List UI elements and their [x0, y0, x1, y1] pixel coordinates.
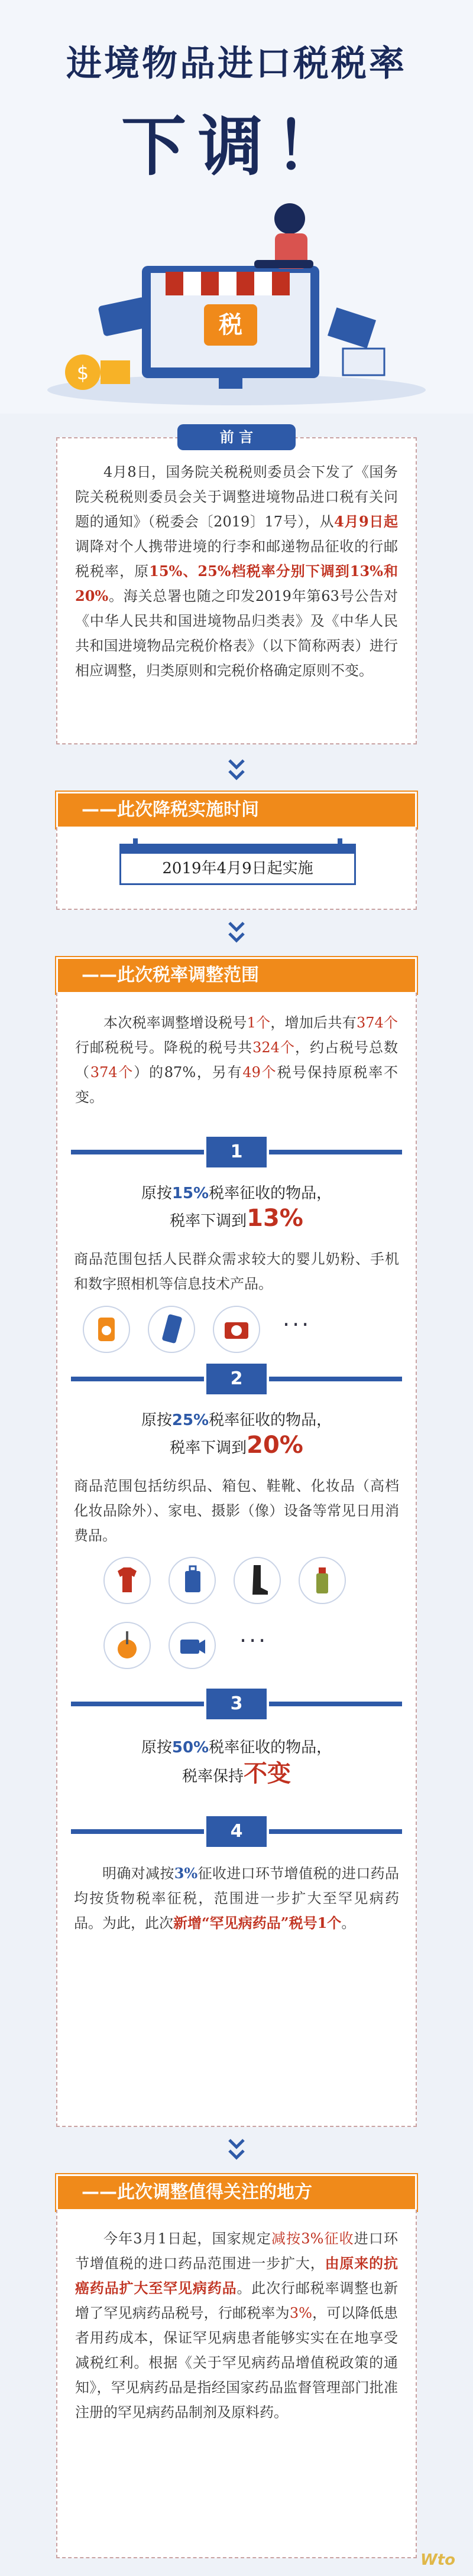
chevron-down-icon: [228, 2139, 245, 2162]
video-camera-icon: [169, 1622, 216, 1669]
more-icon: ···: [239, 1628, 268, 1654]
item-2-number: 2: [204, 1361, 269, 1397]
section-time-header: ——此次降税实施时间: [56, 792, 417, 828]
luggage-icon: [169, 1557, 216, 1604]
vacuum-icon: [103, 1622, 151, 1669]
phone-icon: [148, 1306, 195, 1353]
notice-paragraph: 今年3月1日起，国家规定减按3%征收进口环节增值税的进口药品范围进一步扩大，由原来的抗癌药品扩大至罕见病药品。此次行邮税率调整也新增了罕见病药品税号，行邮税率为3%，可以降低患者用药成本，保证罕见病患者能够实实在在地享受减税红利。根据《关于罕见病药品增值税政策的通知》，罕见病药品是指经国家药品监督管理部门批准注册的罕见病药品制剂及原料药。: [75, 2230, 399, 2421]
preface-paragraph: 4月8日，国务院关税税则委员会下发了《国务院关税税则委员会关于调整进境物品进口税有关问题的通知》（税委会〔2019〕17号），从4月9日起调降对个人携带进境的行李和邮递物品征收的行邮税税率，原15%、25%档税率分别下调到13%和20%。海关总署也随之印发2019年第63号公告对《中华人民共和国进境物品归类表》及《中华人民共和国进境物品完税价格表》（以下简称两表）进行相应调整，归类原则和完税价格确定原则不变。: [75, 464, 399, 679]
section-notice-header: ——此次调整值得关注的地方: [56, 2174, 417, 2211]
item-1-description: 商品范围包括人民群众需求较大的婴儿奶粉、手机和数字照相机等信息技术产品。: [74, 1251, 399, 1292]
item-3-line1: 原按50%税率征收的物品，: [141, 1739, 332, 1757]
item-1-line1: 原按15%税率征收的物品，: [141, 1185, 332, 1202]
tax-badge: 税: [219, 311, 242, 339]
calendar-date: 2019年4月9日起实施: [162, 860, 313, 877]
item-2-line2: 税率下调到20%: [170, 1432, 303, 1459]
hero-banner: [0, 0, 473, 414]
item-3-number: 3: [204, 1686, 269, 1722]
item-3-line2: 税率保持不变: [182, 1760, 291, 1787]
calendar-box: [119, 844, 356, 885]
item-4-number: 4: [204, 1814, 269, 1849]
chevron-down-icon: [228, 759, 245, 783]
item-2-line1: 原按25%税率征收的物品，: [141, 1411, 332, 1429]
item-2-description: 商品范围包括纺织品、箱包、鞋靴、化妆品（高档化妆品除外）、家电、摄影（像）设备等常见日用消费品。: [74, 1478, 399, 1544]
preface-label: 前 言: [177, 424, 296, 450]
camera-icon: [213, 1306, 260, 1353]
section-notice-card: [56, 2210, 417, 2558]
section-time-card: [56, 827, 417, 910]
boots-icon: [234, 1557, 281, 1604]
section-scope-header: ——此次税率调整范围: [56, 957, 417, 994]
page-title: 进境物品进口税税率: [66, 43, 407, 84]
cosmetics-icon: [299, 1557, 346, 1604]
chevron-down-icon: [228, 922, 245, 945]
item-1-number: 1: [204, 1134, 269, 1170]
item-4-paragraph: 明确对减按3%征收进口环节增值税的进口药品均按货物税率征税，范围进一步扩大至罕见病药品。为此，此次新增“罕见病药品”税号1个。: [74, 1865, 400, 1931]
clothes-icon: [103, 1557, 151, 1604]
more-icon: ···: [283, 1312, 312, 1338]
watermark: Wto: [420, 2551, 455, 2569]
preface-card: [56, 437, 417, 744]
scope-intro: 本次税率调整增设税号1个，增加后共有374个行邮税税号。降税的税号共324个，约占税号总数（374个）的87%，另有49个税号保持原税率不变。: [75, 1014, 399, 1105]
page-headline: 下调！: [121, 109, 352, 184]
item-1-line2: 税率下调到13%: [170, 1205, 303, 1232]
svg-text:$: $: [76, 362, 89, 384]
milk-powder-icon: [83, 1306, 130, 1353]
shopping-illustration: [24, 177, 449, 408]
